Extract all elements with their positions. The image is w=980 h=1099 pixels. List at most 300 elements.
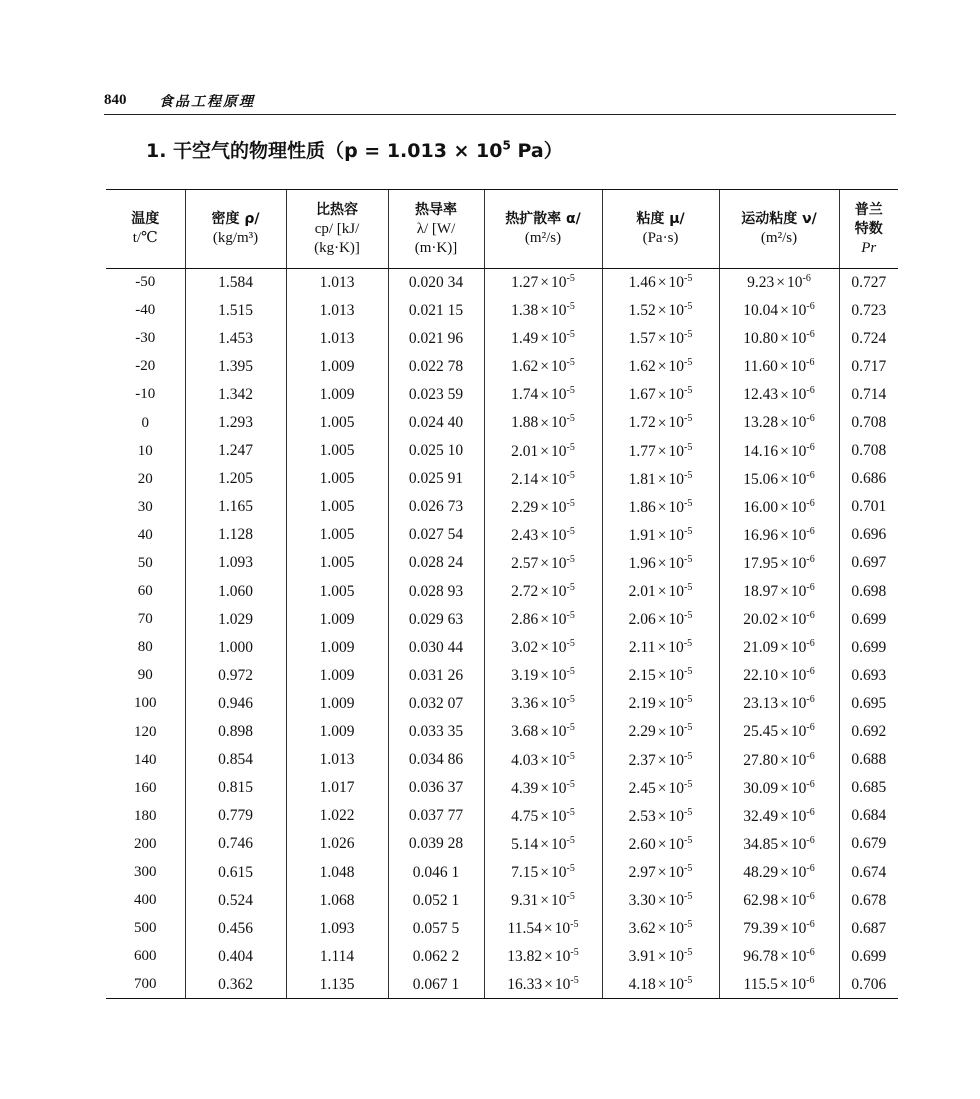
table-cell-r6-c4 <box>484 437 602 465</box>
base-ten: 10 <box>668 807 685 825</box>
table-cell-r24-c5 <box>602 943 719 971</box>
table-cell-r6-c5 <box>602 437 719 465</box>
table-cell-r11-c1: 1.060 <box>185 578 286 606</box>
exponent: -6 <box>806 469 815 481</box>
table-row <box>106 943 898 971</box>
column-header-7 <box>839 190 898 269</box>
mantissa: 2.72 <box>511 583 539 601</box>
table-cell-r21-c0: 300 <box>134 864 157 881</box>
column-header-5-line1: 粘度 μ/ <box>636 211 685 227</box>
mantissa: 1.72 <box>628 414 656 432</box>
times-sign: × <box>540 611 550 629</box>
table-cell-r22-c1: 0.524 <box>185 887 286 915</box>
table-row <box>106 409 898 437</box>
mantissa: 9.31 <box>511 892 539 910</box>
mantissa: 4.75 <box>511 807 539 825</box>
table-cell-r10-c0: 50 <box>137 554 153 571</box>
table-cell-r24-c3: 0.062 2 <box>388 943 484 971</box>
table-header <box>106 190 898 269</box>
table-row <box>106 521 898 549</box>
base-ten: 10 <box>668 414 685 432</box>
times-sign: × <box>780 639 789 657</box>
table-cell-r1-c7: 0.723 <box>839 297 898 325</box>
mantissa: 2.19 <box>628 695 656 713</box>
table-cell-r20-c7: 0.679 <box>839 830 898 858</box>
table-cell-r3-c5 <box>602 353 719 381</box>
table-cell-r4-c2: 1.009 <box>286 381 388 409</box>
exponent: -5 <box>566 806 575 818</box>
mantissa: 16.33 <box>507 976 543 994</box>
exponent: -6 <box>806 891 815 903</box>
mantissa: 4.39 <box>511 779 539 797</box>
times-sign: × <box>780 779 789 797</box>
table-cell-r4-c1: 1.342 <box>185 381 286 409</box>
times-sign: × <box>780 667 789 685</box>
base-ten: 10 <box>551 723 567 741</box>
base-ten: 10 <box>551 330 567 348</box>
mantissa: 2.15 <box>628 667 656 685</box>
mantissa: 2.14 <box>511 470 539 488</box>
mantissa: 96.78 <box>743 948 779 966</box>
times-sign: × <box>657 330 667 348</box>
column-header-4-line1: 热扩散率 α/ <box>505 211 581 227</box>
times-sign: × <box>657 695 667 713</box>
base-ten: 10 <box>551 864 567 882</box>
exponent: -5 <box>684 862 693 874</box>
mantissa: 27.80 <box>743 751 779 769</box>
base-ten: 10 <box>551 807 567 825</box>
base-ten: 10 <box>668 892 685 910</box>
times-sign: × <box>540 864 550 882</box>
times-sign: × <box>657 555 667 573</box>
table-cell-r18-c3: 0.036 37 <box>388 774 484 802</box>
table-cell-r22-c0: 400 <box>134 892 157 909</box>
mantissa: 62.98 <box>743 892 779 910</box>
table-cell-r16-c1: 0.898 <box>185 718 286 746</box>
times-sign: × <box>657 302 667 320</box>
table-cell-r16-c4 <box>484 718 602 746</box>
mantissa: 32.49 <box>743 807 779 825</box>
table-cell-r17-c4 <box>484 746 602 774</box>
mantissa: 13.28 <box>743 414 779 432</box>
table-cell-r17-c1: 0.854 <box>185 746 286 774</box>
table-cell-r22-c6 <box>719 887 839 915</box>
table-cell-r3-c1: 1.395 <box>185 353 286 381</box>
exponent: -6 <box>806 638 815 650</box>
table-cell-r10-c4 <box>484 549 602 577</box>
page-number: 840 <box>104 92 127 108</box>
mantissa: 3.02 <box>511 639 539 657</box>
table-cell-r16-c3: 0.033 35 <box>388 718 484 746</box>
table-cell-r21-c4 <box>484 858 602 886</box>
table-cell-r3-c0: -20 <box>135 358 156 375</box>
table-cell-r21-c3: 0.046 1 <box>388 858 484 886</box>
table-cell-r5-c0: 0 <box>141 414 149 431</box>
table-cell-r6-c3: 0.025 10 <box>388 437 484 465</box>
base-ten: 10 <box>668 498 685 516</box>
base-ten: 10 <box>551 274 567 292</box>
times-sign: × <box>780 864 789 882</box>
table-cell-r7-c7: 0.686 <box>839 465 898 493</box>
times-sign: × <box>657 358 667 376</box>
table-cell-r19-c3: 0.037 77 <box>388 802 484 830</box>
mantissa: 1.74 <box>511 386 539 404</box>
table-cell-r11-c0: 60 <box>137 583 153 600</box>
table-cell-r24-c0: 600 <box>134 948 157 965</box>
exponent: -5 <box>566 638 575 650</box>
table-cell-r1-c5 <box>602 297 719 325</box>
table-cell-r3-c4 <box>484 353 602 381</box>
times-sign: × <box>540 723 550 741</box>
times-sign: × <box>657 639 667 657</box>
table-cell-r16-c2: 1.009 <box>286 718 388 746</box>
table-cell-r5-c6 <box>719 409 839 437</box>
times-sign: × <box>657 836 667 853</box>
base-ten: 10 <box>790 976 807 994</box>
table-cell-r17-c3: 0.034 86 <box>388 746 484 774</box>
table-cell-r23-c6 <box>719 915 839 943</box>
mantissa: 3.36 <box>511 695 539 713</box>
table-cell-r10-c6 <box>719 549 839 577</box>
table-cell-r9-c3: 0.027 54 <box>388 521 484 549</box>
table-cell-r2-c5 <box>602 325 719 353</box>
column-header-7-line3: Pr <box>861 239 877 256</box>
base-ten: 10 <box>668 611 685 629</box>
mantissa: 34.85 <box>743 836 779 853</box>
table-cell-r19-c0: 180 <box>134 807 157 824</box>
exponent: -5 <box>684 694 693 706</box>
mantissa: 1.96 <box>628 555 656 573</box>
table-cell-r24-c6 <box>719 943 839 971</box>
exponent: -6 <box>806 806 815 818</box>
table-cell-r25-c1: 0.362 <box>185 971 286 999</box>
mantissa: 2.06 <box>628 611 656 629</box>
mantissa: 2.37 <box>628 751 656 769</box>
column-header-1-line2: (kg/m³) <box>212 230 259 246</box>
table-cell-r24-c7: 0.699 <box>839 943 898 971</box>
exponent: -5 <box>684 385 693 397</box>
base-ten: 10 <box>551 555 567 573</box>
mantissa: 15.06 <box>743 470 779 488</box>
table-cell-r10-c5 <box>602 549 719 577</box>
times-sign: × <box>540 414 550 432</box>
table-cell-r9-c1: 1.128 <box>185 521 286 549</box>
mantissa: 2.01 <box>628 583 656 601</box>
table-cell-r8-c4 <box>484 493 602 521</box>
table-cell-r16-c5 <box>602 718 719 746</box>
times-sign: × <box>657 498 667 516</box>
base-ten: 10 <box>668 920 685 938</box>
mantissa: 17.95 <box>743 555 779 573</box>
table-cell-r0-c2: 1.013 <box>286 269 388 297</box>
table-body <box>106 269 898 999</box>
times-sign: × <box>540 386 550 404</box>
table-cell-r16-c6 <box>719 718 839 746</box>
base-ten: 10 <box>790 442 807 460</box>
exponent: -5 <box>566 834 575 846</box>
exponent: -5 <box>684 273 693 285</box>
times-sign: × <box>657 442 667 460</box>
mantissa: 7.15 <box>511 864 539 882</box>
table-cell-r0-c7: 0.727 <box>839 269 898 297</box>
column-header-1 <box>185 190 286 269</box>
table-cell-r0-c4 <box>484 269 602 297</box>
mantissa: 1.91 <box>628 526 656 544</box>
times-sign: × <box>657 583 667 601</box>
column-header-0 <box>106 190 185 269</box>
exponent: -5 <box>570 919 579 931</box>
table-row <box>106 915 898 943</box>
base-ten: 10 <box>668 555 685 573</box>
table-cell-r24-c2: 1.114 <box>286 943 388 971</box>
table-cell-r13-c0: 80 <box>137 639 153 656</box>
base-ten: 10 <box>551 526 567 544</box>
table-cell-r22-c4 <box>484 887 602 915</box>
exponent: -5 <box>570 947 579 959</box>
table-cell-r10-c7: 0.697 <box>839 549 898 577</box>
times-sign: × <box>780 302 789 320</box>
times-sign: × <box>543 920 553 938</box>
table-cell-r7-c1: 1.205 <box>185 465 286 493</box>
mantissa: 3.62 <box>628 920 656 938</box>
table-cell-r19-c5 <box>602 802 719 830</box>
base-ten: 10 <box>551 414 567 432</box>
exponent: -5 <box>566 778 575 790</box>
table-cell-r12-c2: 1.009 <box>286 606 388 634</box>
exponent: -5 <box>566 441 575 453</box>
times-sign: × <box>657 723 667 741</box>
base-ten: 10 <box>551 358 567 376</box>
table-cell-r23-c3: 0.057 5 <box>388 915 484 943</box>
table-cell-r11-c7: 0.698 <box>839 578 898 606</box>
exponent: -5 <box>566 750 575 762</box>
times-sign: × <box>780 442 789 460</box>
exponent: -5 <box>684 582 693 593</box>
column-header-6-line2: (m²/s) <box>760 230 798 246</box>
table-cell-r20-c0: 200 <box>134 835 157 852</box>
base-ten: 10 <box>551 611 567 629</box>
header-row <box>106 190 898 269</box>
exponent: -6 <box>802 273 811 285</box>
exponent: -5 <box>684 357 693 369</box>
table-cell-r8-c7: 0.701 <box>839 493 898 521</box>
exponent: -6 <box>806 413 815 425</box>
table-cell-r8-c5 <box>602 493 719 521</box>
mantissa: 1.77 <box>628 442 656 460</box>
base-ten: 10 <box>790 836 807 853</box>
table-cell-r0-c0: -50 <box>135 274 156 291</box>
base-ten: 10 <box>790 892 807 910</box>
column-header-6 <box>719 190 839 269</box>
table-cell-r23-c2: 1.093 <box>286 915 388 943</box>
column-header-0-line2: t/℃ <box>132 230 158 246</box>
times-sign: × <box>657 948 667 966</box>
base-ten: 10 <box>668 470 685 488</box>
mantissa: 1.81 <box>628 470 656 488</box>
table-cell-r25-c0: 700 <box>106 971 185 999</box>
exponent: -5 <box>566 582 575 593</box>
mantissa: 4.18 <box>628 976 656 994</box>
table-cell-r23-c4 <box>484 915 602 943</box>
exponent: -5 <box>684 975 693 987</box>
table-row <box>106 578 898 606</box>
times-sign: × <box>780 723 789 741</box>
table-cell-r5-c5 <box>602 409 719 437</box>
table-cell-r23-c1: 0.456 <box>185 915 286 943</box>
times-sign: × <box>657 920 667 938</box>
table-cell-r0-c3: 0.020 34 <box>388 269 484 297</box>
table-cell-r20-c6 <box>719 830 839 858</box>
base-ten: 10 <box>668 667 685 685</box>
mantissa: 4.03 <box>511 751 539 769</box>
table-row <box>106 381 898 409</box>
exponent: -6 <box>806 357 815 369</box>
base-ten: 10 <box>790 611 807 629</box>
mantissa: 10.80 <box>743 330 779 348</box>
table-cell-r19-c6 <box>719 802 839 830</box>
exponent: -5 <box>570 975 579 987</box>
exponent: -5 <box>566 273 575 285</box>
column-header-5-line2: (Pa·s) <box>642 230 679 246</box>
base-ten: 10 <box>790 779 807 797</box>
exponent: -6 <box>806 722 815 734</box>
base-ten: 10 <box>551 386 567 404</box>
table-row <box>106 269 898 297</box>
table-row <box>106 634 898 662</box>
table-cell-r12-c3: 0.029 63 <box>388 606 484 634</box>
table-cell-r17-c5 <box>602 746 719 774</box>
mantissa: 25.45 <box>743 723 779 741</box>
exponent: -6 <box>806 525 815 537</box>
times-sign: × <box>657 414 667 432</box>
mantissa: 79.39 <box>743 920 779 938</box>
base-ten: 10 <box>551 779 567 797</box>
mantissa: 3.19 <box>511 667 539 685</box>
table-cell-r17-c6 <box>719 746 839 774</box>
table-cell-r20-c4 <box>484 830 602 858</box>
times-sign: × <box>657 779 667 797</box>
table-cell-r14-c6 <box>719 662 839 690</box>
times-sign: × <box>780 751 789 769</box>
times-sign: × <box>780 470 789 488</box>
table-title-suffix: Pa） <box>510 140 563 162</box>
base-ten: 10 <box>551 695 567 713</box>
table-cell-r1-c3: 0.021 15 <box>388 297 484 325</box>
table-cell-r0-c1: 1.584 <box>185 269 286 297</box>
base-ten: 10 <box>790 498 807 516</box>
table-cell-r25-c4 <box>484 971 602 999</box>
table-row <box>106 662 898 690</box>
times-sign: × <box>779 976 789 994</box>
table-cell-r18-c6 <box>719 774 839 802</box>
table-row <box>106 887 898 915</box>
times-sign: × <box>780 414 789 432</box>
times-sign: × <box>540 302 550 320</box>
base-ten: 10 <box>668 386 685 404</box>
column-header-2-line1: 比热容 <box>316 201 358 218</box>
exponent: -6 <box>806 666 815 678</box>
table-cell-r8-c1: 1.165 <box>185 493 286 521</box>
times-sign: × <box>540 555 550 573</box>
table-cell-r6-c0: 10 <box>137 442 153 459</box>
base-ten: 10 <box>790 864 807 882</box>
table-cell-r2-c7: 0.724 <box>839 325 898 353</box>
mantissa: 1.27 <box>511 274 539 292</box>
table-row <box>106 830 898 858</box>
table-cell-r4-c3: 0.023 59 <box>388 381 484 409</box>
times-sign: × <box>540 330 550 348</box>
table-cell-r5-c1: 1.293 <box>185 409 286 437</box>
table-row <box>106 858 898 886</box>
times-sign: × <box>540 751 550 769</box>
mantissa: 1.62 <box>511 358 539 376</box>
base-ten: 10 <box>551 667 567 685</box>
base-ten: 10 <box>668 639 684 657</box>
exponent: -5 <box>684 834 693 846</box>
exponent: -5 <box>684 610 693 622</box>
mantissa: 30.09 <box>743 779 779 797</box>
table-cell-r2-c0: -30 <box>135 330 156 347</box>
mantissa: 14.16 <box>743 442 779 460</box>
column-header-3-line3: (m·K)] <box>414 239 458 256</box>
table-cell-r20-c1: 0.746 <box>185 830 286 858</box>
table-cell-r4-c6 <box>719 381 839 409</box>
table-cell-r15-c1: 0.946 <box>185 690 286 718</box>
table-cell-r2-c4 <box>484 325 602 353</box>
table-cell-r20-c2: 1.026 <box>286 830 388 858</box>
times-sign: × <box>780 498 789 516</box>
base-ten: 10 <box>790 920 807 938</box>
table-cell-r15-c0: 100 <box>134 695 157 712</box>
table-cell-r11-c2: 1.005 <box>286 578 388 606</box>
table-row <box>106 746 898 774</box>
table-cell-r7-c5 <box>602 465 719 493</box>
table-cell-r18-c1: 0.815 <box>185 774 286 802</box>
table-cell-r14-c0: 90 <box>137 667 153 684</box>
times-sign: × <box>780 948 789 966</box>
base-ten: 10 <box>790 555 807 573</box>
mantissa: 1.88 <box>511 414 539 432</box>
mantissa: 2.29 <box>511 498 539 516</box>
table-cell-r15-c4 <box>484 690 602 718</box>
exponent: -6 <box>806 582 815 593</box>
exponent: -5 <box>566 553 575 565</box>
mantissa: 16.00 <box>743 498 779 516</box>
table-cell-r8-c2: 1.005 <box>286 493 388 521</box>
mantissa: 5.14 <box>511 836 539 853</box>
base-ten: 10 <box>668 779 685 797</box>
column-header-2 <box>286 190 388 269</box>
base-ten: 10 <box>790 948 807 966</box>
times-sign: × <box>657 751 667 769</box>
table-cell-r11-c3: 0.028 93 <box>388 578 484 606</box>
mantissa: 2.29 <box>628 723 656 741</box>
exponent: -5 <box>684 469 693 481</box>
base-ten: 10 <box>668 864 685 882</box>
column-header-3-line2: λ/ [W/ <box>416 220 456 237</box>
base-ten: 10 <box>790 386 807 404</box>
mantissa: 48.29 <box>743 864 779 882</box>
table-cell-r21-c6 <box>719 858 839 886</box>
table-cell-r12-c4 <box>484 606 602 634</box>
times-sign: × <box>657 864 667 882</box>
base-ten: 10 <box>551 302 567 320</box>
table-cell-r4-c4 <box>484 381 602 409</box>
times-sign: × <box>780 920 789 938</box>
times-sign: × <box>657 386 667 404</box>
times-sign: × <box>540 583 550 601</box>
column-header-5 <box>602 190 719 269</box>
